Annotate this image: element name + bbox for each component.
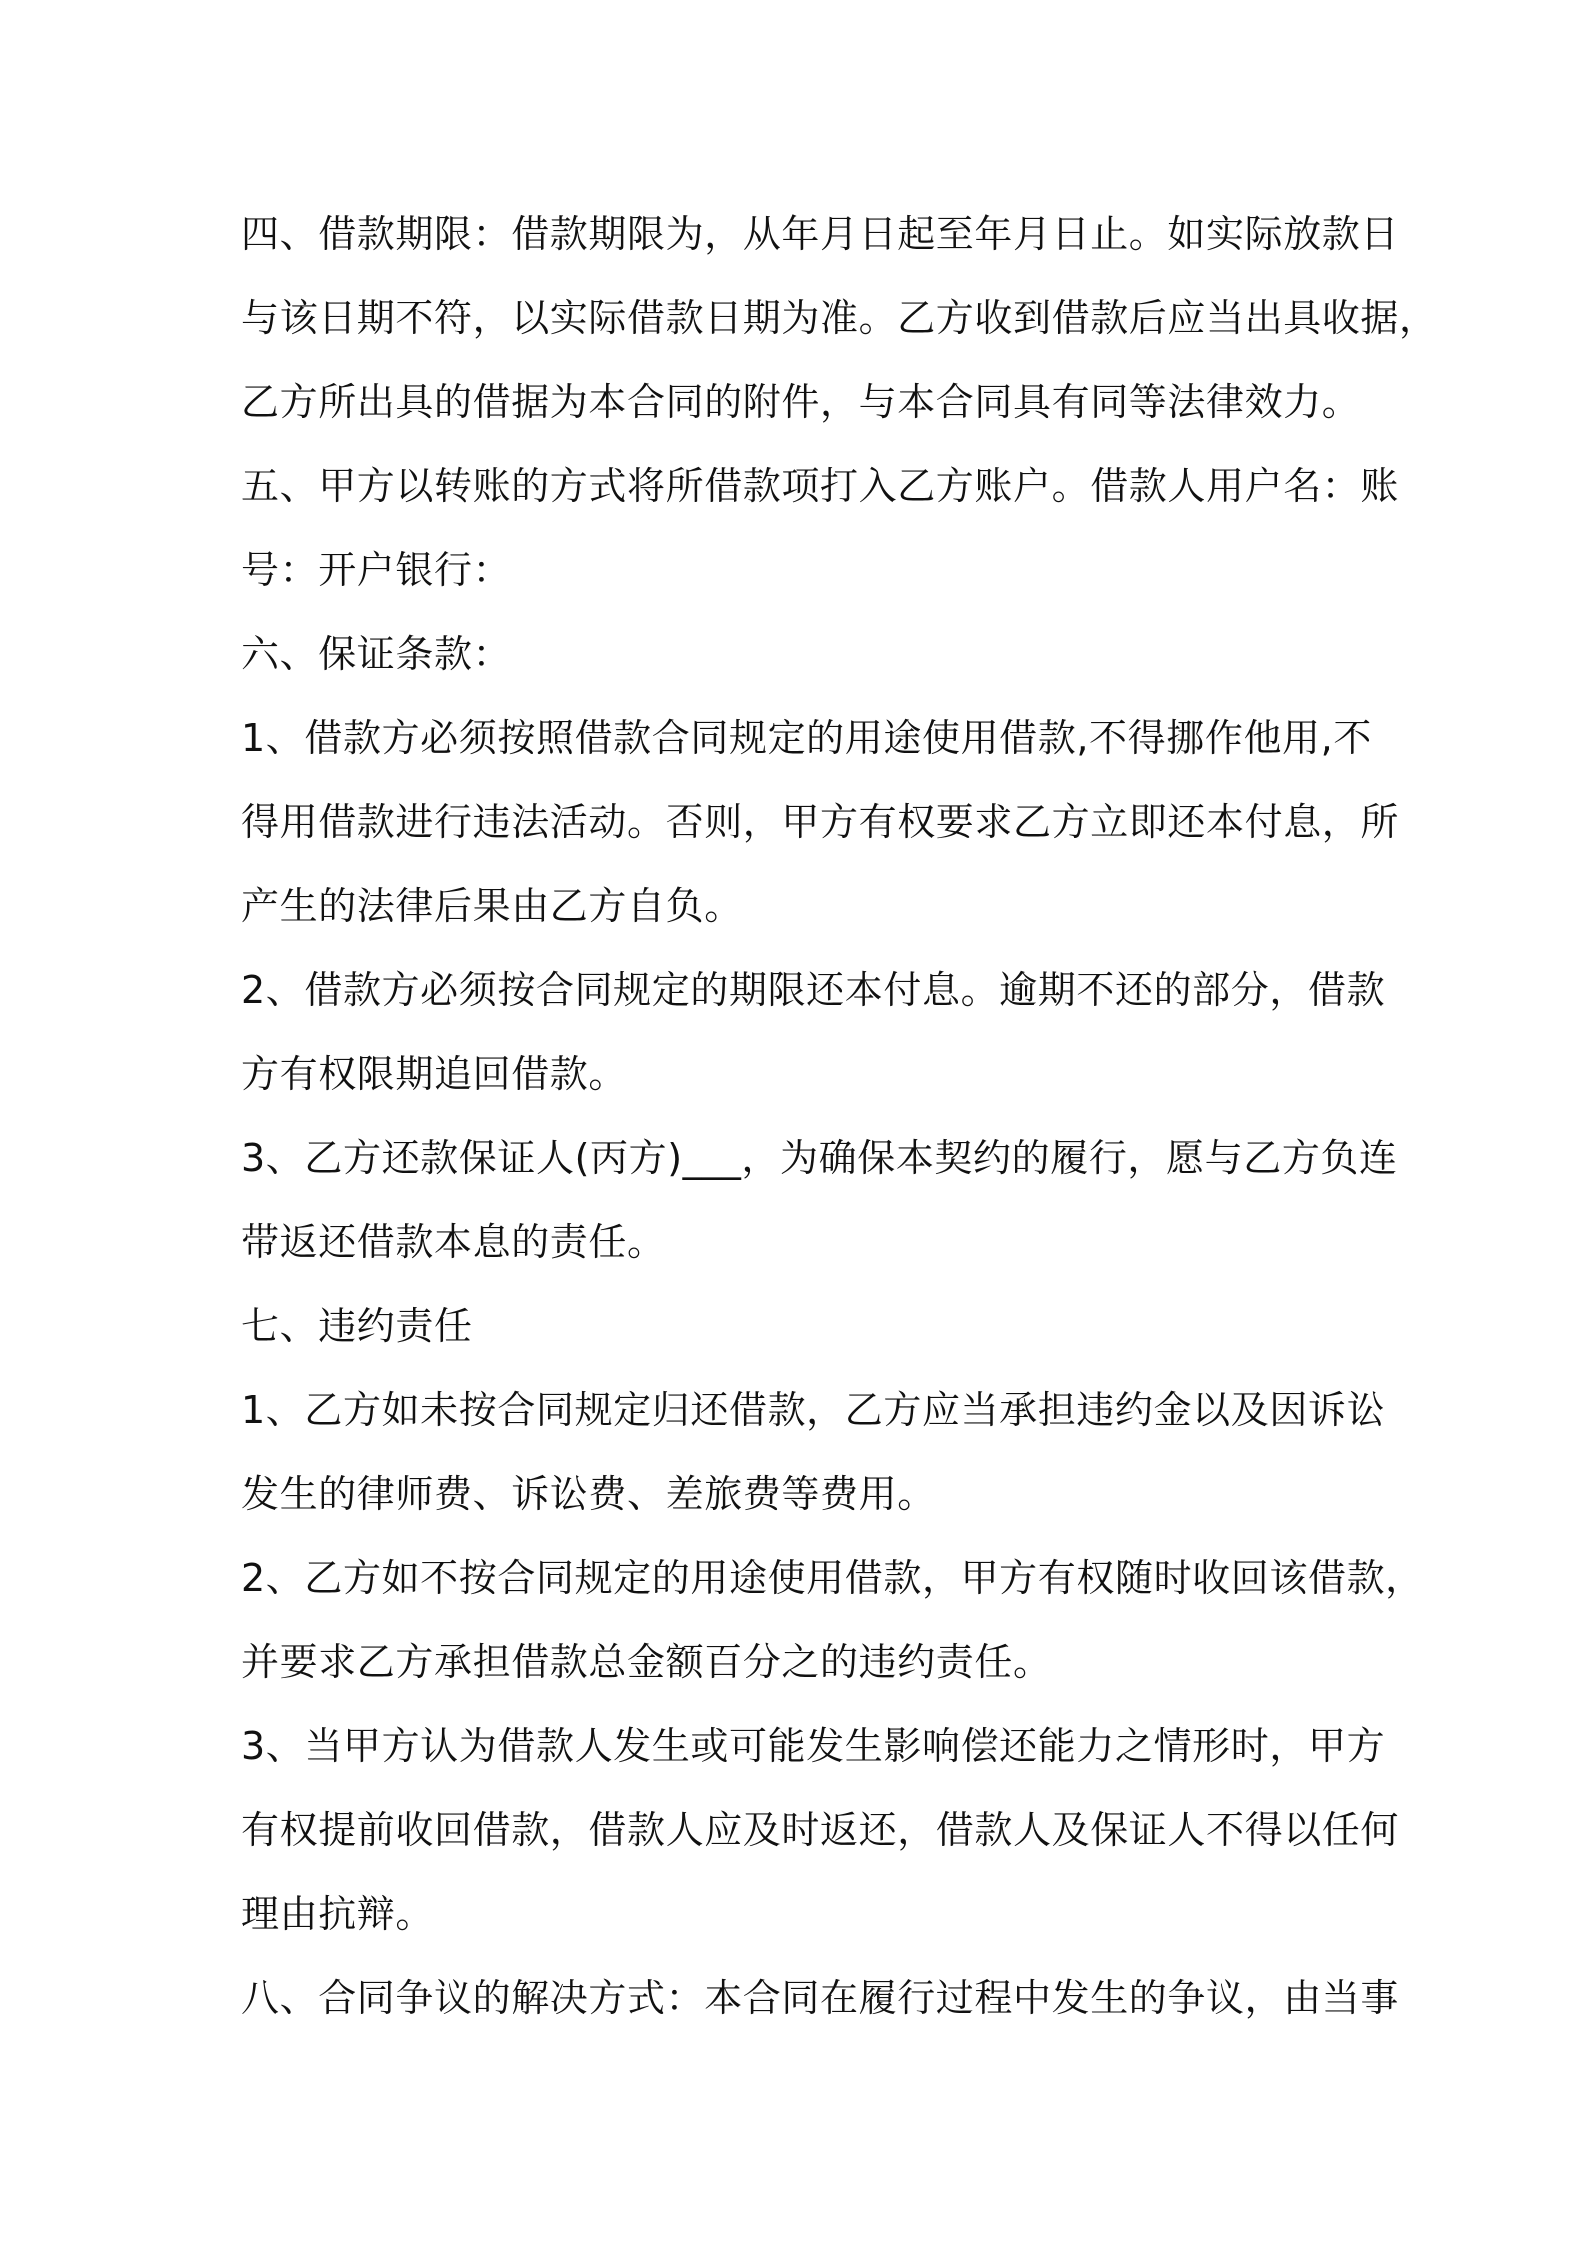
text-line-2: 与该日期不符，以实际借款日期为准。乙方收到借款后应当出具收据， [241,296,1438,340]
text-line-19: 3、当甲方认为借款人发生或可能发生影响偿还能力之情形时，甲方 [241,1724,1386,1768]
contract-body [241,192,1438,2040]
text-line-3: 乙方所出具的借据为本合同的附件，与本合同具有同等法律效力。 [241,380,1361,424]
text-line-12: 3、乙方还款保证人(丙方)___，为确保本契约的履行，愿与乙方负连 [241,1136,1398,1180]
text-line-15: 1、乙方如未按合同规定归还借款，乙方应当承担违约金以及因诉讼 [241,1388,1386,1432]
text-line-11: 方有权限期追回借款。 [241,1052,628,1096]
text-line-6: 六、保证条款： [241,632,512,676]
text-line-7: 1、借款方必须按照借款合同规定的用途使用借款,不得挪作他用,不 [241,716,1372,760]
text-line-13: 带返还借款本息的责任。 [241,1220,666,1264]
text-line-5: 号：开户银行： [241,548,512,592]
text-line-16: 发生的律师费、诉讼费、差旅费等费用。 [241,1472,936,1516]
text-line-1: 四、借款期限：借款期限为，从年月日起至年月日止。如实际放款日 [241,212,1400,256]
text-line-4: 五、甲方以转账的方式将所借款项打入乙方账户。借款人用户名：账 [241,464,1400,508]
text-line-18: 并要求乙方承担借款总金额百分之的违约责任。 [241,1640,1052,1684]
text-line-10: 2、借款方必须按合同规定的期限还本付息。逾期不还的部分，借款 [241,968,1386,1012]
text-line-14: 七、违约责任 [241,1304,473,1348]
text-line-22: 八、合同争议的解决方式：本合同在履行过程中发生的争议，由当事 [241,1976,1400,2020]
text-line-21: 理由抗辩。 [241,1892,435,1936]
text-line-9: 产生的法律后果由乙方自负。 [241,884,743,928]
text-line-17: 2、乙方如不按合同规定的用途使用借款，甲方有权随时收回该借款， [241,1556,1424,1600]
text-line-20: 有权提前收回借款，借款人应及时返还，借款人及保证人不得以任何 [241,1808,1400,1852]
text-line-8: 得用借款进行违法活动。否则，甲方有权要求乙方立即还本付息，所 [241,800,1400,844]
